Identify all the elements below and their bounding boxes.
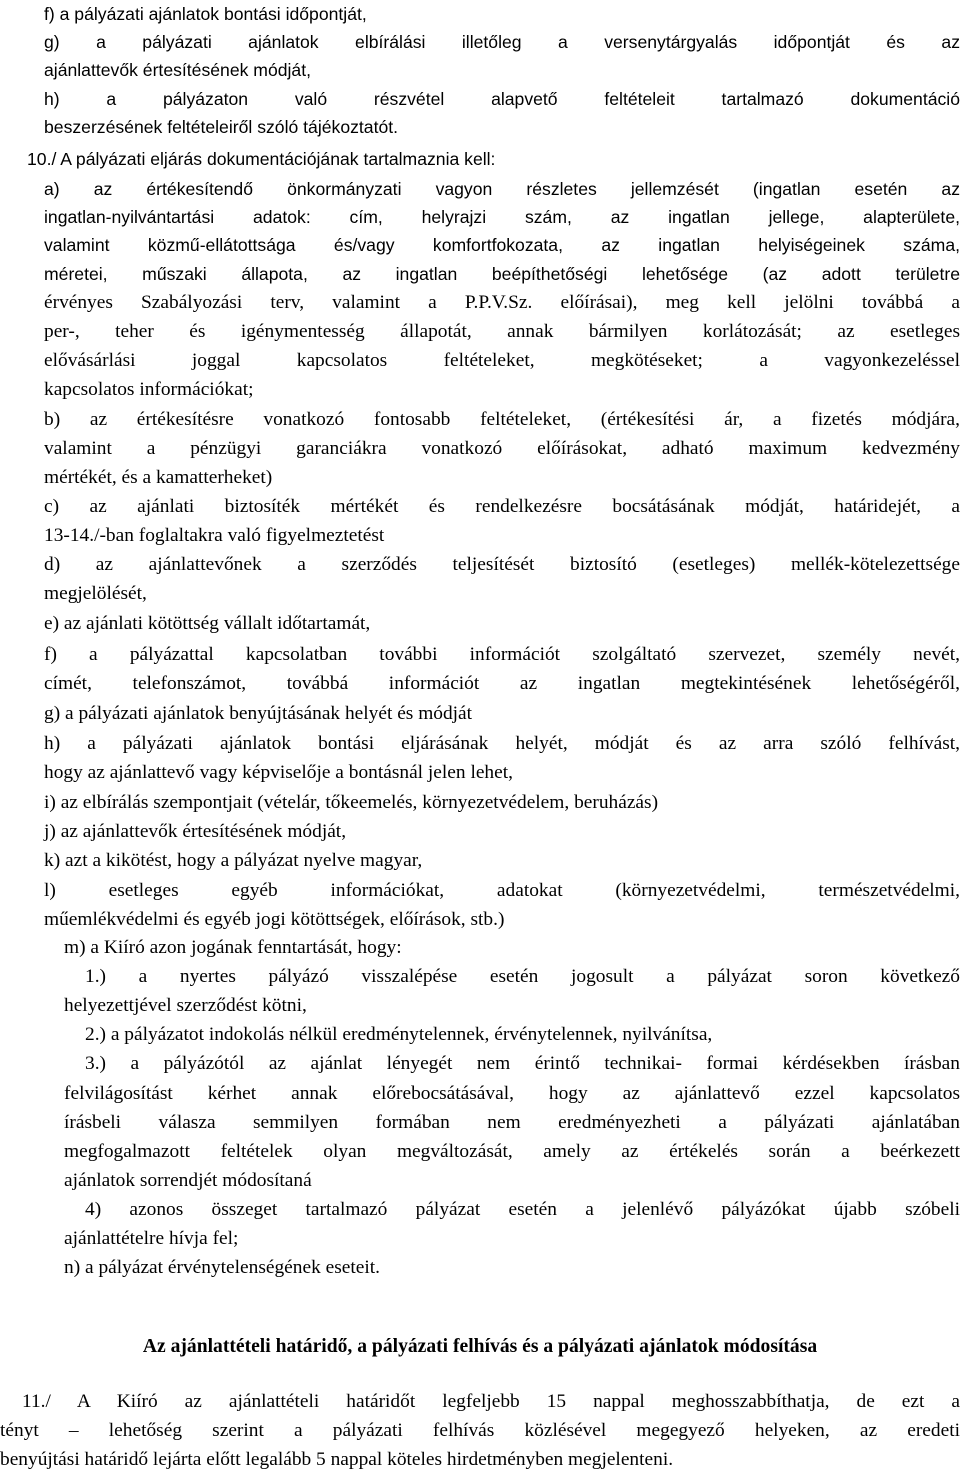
text-line: m) a Kiíró azon jogának fenntartását, hogy: xyxy=(64,937,402,958)
text-line: címét, telefonszámot, továbbá információt az ingatlan megtekintésének lehetőségéről, xyxy=(44,673,960,694)
text-line: hogy az ajánlattevő vagy képviselője a bontásnál jelen lehet, xyxy=(44,762,513,783)
text-line: 4) azonos összeget tartalmazó pályázat esetén a jelenlévő pályázókat újabb szóbeli xyxy=(85,1199,960,1220)
text-line: írásbeli válasza semmilyen formában nem eredményezheti a pályázati ajánlatában xyxy=(64,1112,960,1133)
text-line: valamint a pénzügyi garanciákra vonatkozó előírásokat, adható maximum kedvezmény xyxy=(44,438,960,459)
text-line: ingatlan-nyilvántartási adatok: cím, helyrajzi szám, az ingatlan jellege, alapterülete, xyxy=(44,207,960,227)
text-line: d) az ajánlattevőnek a szerződés teljesítését biztosító (esetleges) mellék-kötelezettsége xyxy=(44,554,960,575)
text-line: elővásárlási joggal kapcsolatos feltételeket, megkötéseket; a vagyonkezeléssel xyxy=(44,350,960,371)
text-line: megfogalmazott feltételek olyan megváltozását, amely az értékelés során a beérkezett xyxy=(64,1141,960,1162)
text-line: f) a pályázati ajánlatok bontási időpontját, xyxy=(44,4,367,24)
text-line: méretei, műszaki állapota, az ingatlan beépíthetőségi lehetősége (az adott területre xyxy=(44,264,960,284)
text-line: kapcsolatos információkat; xyxy=(44,379,254,400)
text-line: 3.) a pályázótól az ajánlat lényegét nem érintő technikai- formai kérdésekben írásban xyxy=(85,1053,960,1074)
text-line: h) a pályázaton való részvétel alapvető feltételeit tartalmazó dokumentáció xyxy=(44,89,960,109)
text-line: 11./ A Kiíró az ajánlattételi határidőt legfeljebb 15 nappal meghosszabbíthatja, de ezt a xyxy=(22,1391,960,1412)
text-line: ajánlattevők értesítésének módját, xyxy=(44,60,311,80)
text-line: i) az elbírálás szempontjait (vételár, tőkeemelés, környezetvédelem, beruházás) xyxy=(44,792,659,813)
text-line: érvényes Szabályozási terv, valamint a P.P.V.Sz. előírásai), meg kell jelölni továbbá a xyxy=(44,292,960,313)
text-line: c) az ajánlati biztosíték mértékét és rendelkezésre bocsátásának módját, határidejét, a xyxy=(44,496,960,517)
text-line: h) a pályázati ajánlatok bontási eljárásának helyét, módját és az arra szóló felhívást, xyxy=(44,733,960,754)
text-line: felvilágosítást kérhet annak előrebocsátásával, hogy az ajánlattevő ezzel kapcsolatos xyxy=(64,1083,960,1104)
text-line: 1.) a nyertes pályázó visszalépése esetén jogosult a pályázat soron következő xyxy=(85,966,960,987)
text-line: valamint közmű-ellátottsága és/vagy komfortfokozata, az ingatlan helyiségeinek száma, xyxy=(44,235,960,255)
text-line: j) az ajánlattevők értesítésének módját, xyxy=(44,821,347,842)
text-line: helyezettjével szerződést kötni, xyxy=(64,995,307,1016)
text-line: ajánlatok sorrendjét módosítaná xyxy=(64,1170,312,1191)
text-line: megjelölését, xyxy=(44,583,147,604)
text-line: műemlékvédelmi és egyéb jogi kötöttségek, előírások, stb.) xyxy=(44,909,505,930)
text-line: n) a pályázat érvénytelenségének eseteit. xyxy=(64,1257,381,1278)
text-line: mértékét, és a kamatterheket) xyxy=(44,467,273,488)
text-line: 13-14./-ban foglaltakra való figyelmeztetést xyxy=(44,525,385,546)
text-line: a) az értékesítendő önkormányzati vagyon részletes jellemzését (ingatlan esetén az xyxy=(44,179,960,199)
text-line: per-, teher és igénymentesség állapotát, annak bármilyen korlátozását; az esetleges xyxy=(44,321,960,342)
text-line: ajánlattételre hívja fel; xyxy=(64,1228,239,1249)
text-line: b) az értékesítésre vonatkozó fontosabb feltételeket, (értékesítési ár, a fizetés módjára, xyxy=(44,409,960,430)
text-line: g) a pályázati ajánlatok elbírálási illetőleg a versenytárgyalás időpontját és az xyxy=(44,32,960,52)
text-line: 10./ A pályázati eljárás dokumentációjának tartalmaznia kell: xyxy=(27,149,496,169)
text-line: e) az ajánlati kötöttség vállalt időtartamát, xyxy=(44,613,371,634)
text-line: 2.) a pályázatot indokolás nélkül eredménytelennek, érvénytelennek, nyilvánítsa, xyxy=(85,1024,713,1045)
text-line: benyújtási határidő lejárta előtt legalább 5 nappal köteles hirdetményben megjelenteni. xyxy=(0,1449,674,1470)
text-line: f) a pályázattal kapcsolatban további információt szolgáltató szervezet, személy nevét, xyxy=(44,644,960,665)
text-line: beszerzésének feltételeiről szóló tájékoztatót. xyxy=(44,117,399,137)
text-line: g) a pályázati ajánlatok benyújtásának helyét és módját xyxy=(44,703,473,724)
text-line: tényt – lehetőség szerint a pályázati felhívás közlésével megegyező helyeken, az eredeti xyxy=(0,1420,960,1441)
text-line: l) esetleges egyéb információkat, adatokat (környezetvédelmi, természetvédelmi, xyxy=(44,880,960,901)
text-line: k) azt a kikötést, hogy a pályázat nyelve magyar, xyxy=(44,850,423,871)
section-heading: Az ajánlattételi határidő, a pályázati felhívás és a pályázati ajánlatok módosítása xyxy=(142,1336,818,1357)
